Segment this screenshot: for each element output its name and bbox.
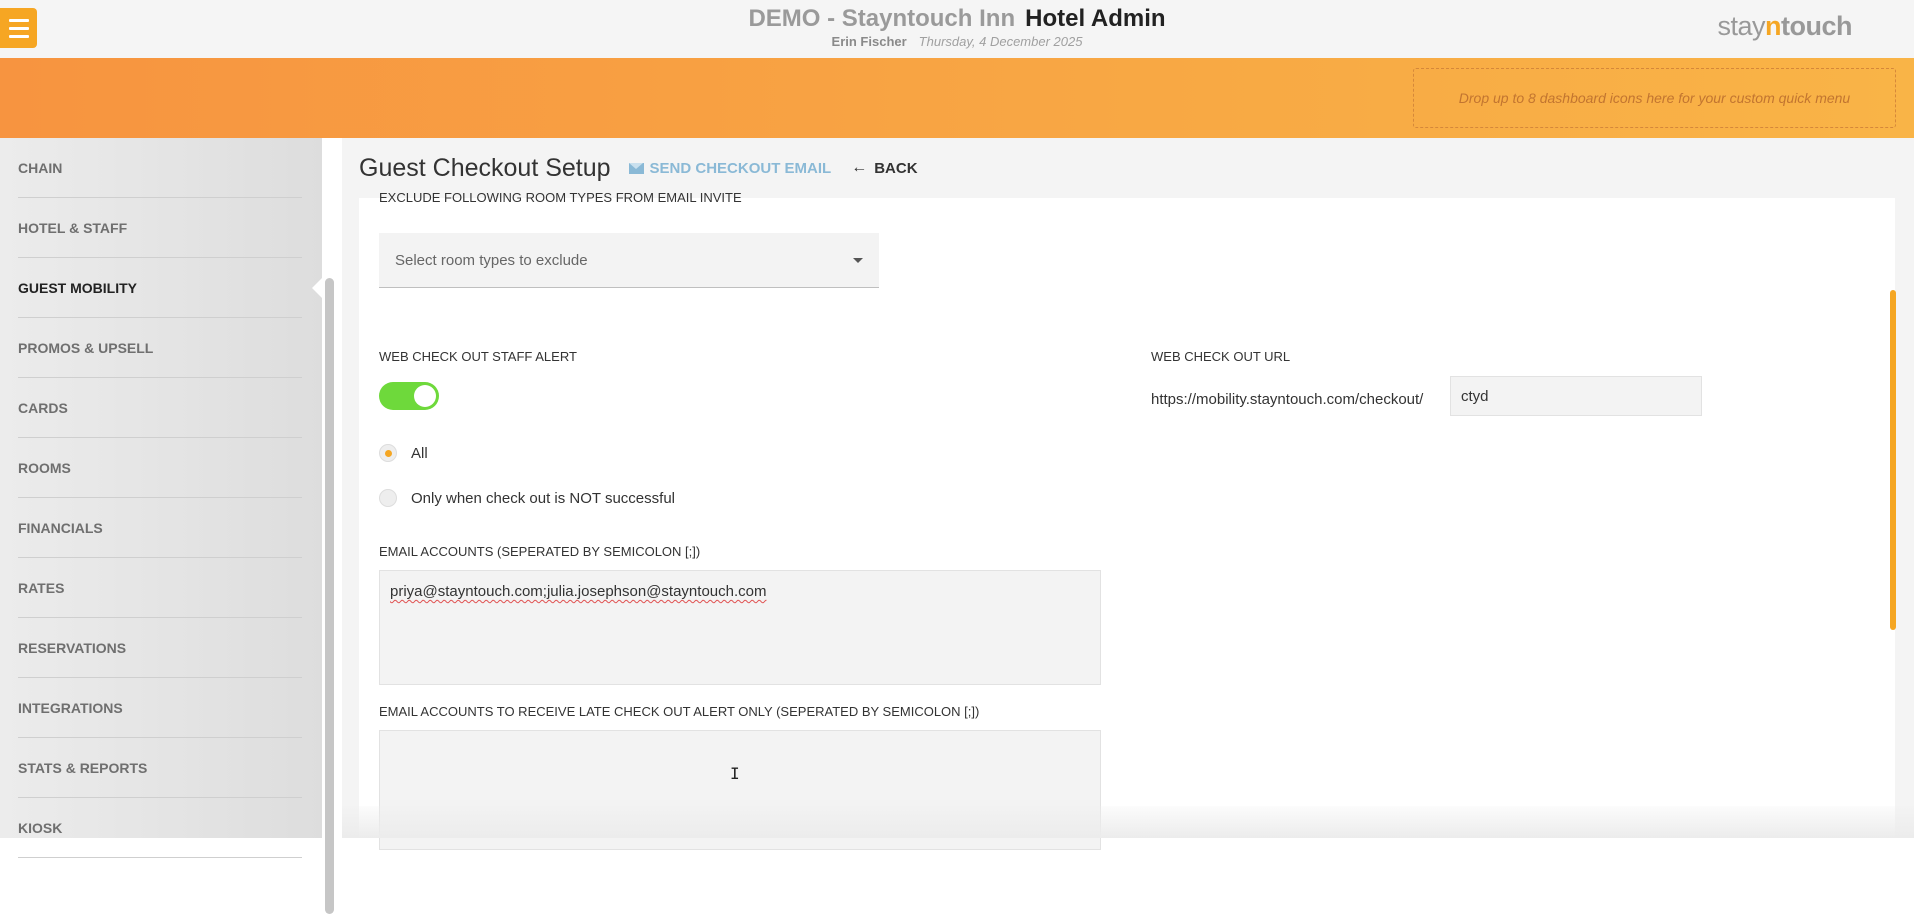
email-accounts-value: priya@stayntouch.com;julia.josephson@stayntouch.com [390,583,767,600]
sidebar-item-financials[interactable]: FINANCIALS [18,498,302,558]
send-checkout-email-button[interactable]: SEND CHECKOUT EMAIL [629,160,832,177]
text-cursor-icon: I [730,764,740,783]
app-name: Hotel Admin [1025,5,1166,32]
sidebar-item-hotel-staff[interactable]: HOTEL & STAFF [18,198,302,258]
toggle-knob [414,385,436,407]
arrow-left-icon: ← [851,159,868,176]
sidebar-item-guest-mobility[interactable]: GUEST MOBILITY [18,258,302,318]
header-title-block [0,5,1914,50]
sidebar-item-chain[interactable]: CHAIN [18,138,302,198]
top-bar [0,0,1914,58]
sidebar-item-rooms[interactable]: ROOMS [18,438,302,498]
sidebar [0,138,322,838]
page-header [342,138,1914,198]
email-accounts-textarea[interactable] [379,570,1101,685]
staff-alert-label: WEB CHECK OUT STAFF ALERT [379,349,577,364]
settings-form [359,190,1895,838]
stayntouch-logo: stayntouch [1717,11,1852,41]
exclude-room-types-select[interactable]: Select room types to exclude [379,233,879,288]
sidebar-scrollbar[interactable] [325,278,334,914]
sidebar-item-reservations[interactable]: RESERVATIONS [18,618,302,678]
quick-menu-drop-zone[interactable] [1413,68,1896,128]
sidebar-item-stats-reports[interactable]: STATS & REPORTS [18,738,302,798]
main-panel [342,138,1914,838]
radio-unsuccessful-only[interactable]: Only when check out is NOT successful [379,489,675,507]
back-button[interactable]: ← BACK [851,159,918,177]
radio-all[interactable]: All [379,444,428,462]
checkout-url-label: WEB CHECK OUT URL [1151,349,1291,364]
page-title: Guest Checkout Setup [359,153,611,182]
hotel-name: DEMO - Stayntouch Inn [748,5,1016,32]
sidebar-item-integrations[interactable]: INTEGRATIONS [18,678,302,738]
bottom-fade [342,806,1914,838]
radio-unchecked-icon [379,489,397,507]
user-name: Erin Fischer [831,34,907,49]
current-date: Thursday, 4 December 2025 [918,34,1083,49]
radio-checked-icon [379,444,397,462]
email-accounts-label: EMAIL ACCOUNTS (SEPERATED BY SEMICOLON [;]) [379,544,701,559]
sidebar-item-rates[interactable]: RATES [18,558,302,618]
active-item-caret-icon [312,278,322,298]
sidebar-item-cards[interactable]: CARDS [18,378,302,438]
checkout-url-prefix: https://mobility.stayntouch.com/checkout/ [1151,391,1424,408]
envelope-icon [629,163,644,174]
content-scrollbar[interactable] [1890,290,1896,630]
exclude-room-types-label: EXCLUDE FOLLOWING ROOM TYPES FROM EMAIL INVITE [379,190,742,205]
drop-zone-text: Drop up to 8 dashboard icons here for your custom quick menu [1458,90,1851,106]
staff-alert-toggle[interactable] [379,382,439,410]
quick-menu-band [0,58,1914,138]
caret-down-icon [853,258,863,263]
sidebar-item-kiosk[interactable]: KIOSK [18,798,302,858]
checkout-url-input[interactable]: ctyd [1450,376,1702,416]
sidebar-item-promos-upsell[interactable]: PROMOS & UPSELL [18,318,302,378]
late-alert-label: EMAIL ACCOUNTS TO RECEIVE LATE CHECK OUT ALERT ONLY (SEPERATED BY SEMICOLON [;]) [379,704,980,719]
